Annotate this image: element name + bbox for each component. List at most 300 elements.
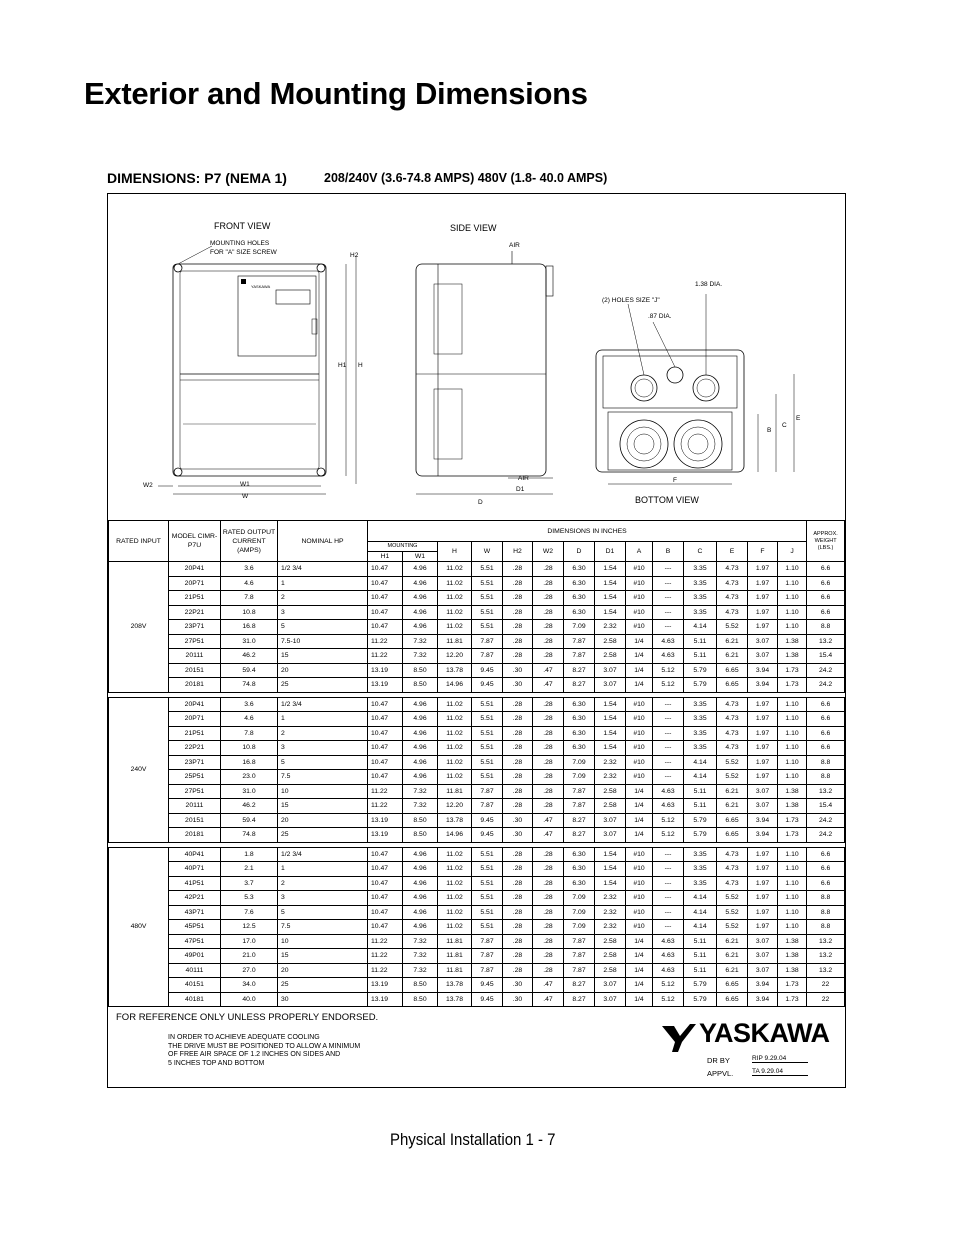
table-cell: 5.3 <box>221 891 278 906</box>
table-cell: 1.38 <box>778 963 807 978</box>
table-cell: .28 <box>533 876 564 891</box>
brand-logo-text: YASKAWA <box>699 1018 830 1048</box>
table-cell: 1.10 <box>778 562 807 577</box>
table-cell: --- <box>653 576 684 591</box>
dia-87-label: .87 DIA. <box>648 313 672 320</box>
table-cell: 24.2 <box>807 663 845 678</box>
table-cell: .30 <box>503 813 533 828</box>
table-cell: 7.8 <box>221 591 278 606</box>
table-cell: 8.50 <box>403 992 438 1007</box>
table-cell: .28 <box>533 726 564 741</box>
w-label: W <box>242 493 249 500</box>
table-cell: 4.73 <box>717 876 748 891</box>
table-cell: 1/4 <box>626 799 653 814</box>
table-cell: 3 <box>278 891 368 906</box>
e-label: E <box>796 415 801 422</box>
table-cell: 13.78 <box>438 992 472 1007</box>
table-cell: 22 <box>807 978 845 993</box>
table-cell: 5.12 <box>653 828 684 843</box>
table-cell: 10.8 <box>221 605 278 620</box>
table-cell: 1.73 <box>778 978 807 993</box>
table-cell: 4.6 <box>221 576 278 591</box>
table-cell: 4.63 <box>653 963 684 978</box>
table-cell: .28 <box>503 562 533 577</box>
table-cell: 4.14 <box>684 620 717 635</box>
table-cell: 7.09 <box>564 620 595 635</box>
table-cell: 1.54 <box>595 605 626 620</box>
table-cell: .28 <box>533 576 564 591</box>
table-cell: 5.79 <box>684 678 717 693</box>
table-cell: 7.32 <box>403 634 438 649</box>
table-cell: 5.11 <box>684 634 717 649</box>
table-cell: --- <box>653 905 684 920</box>
table-cell: --- <box>653 562 684 577</box>
table-cell: 10.47 <box>368 920 403 935</box>
table-cell: 1.97 <box>748 605 778 620</box>
table-cell: .28 <box>533 862 564 877</box>
table-cell: 6.65 <box>717 663 748 678</box>
table-cell: 24.2 <box>807 828 845 843</box>
h-label: H <box>358 362 363 369</box>
table-cell: 5.51 <box>472 876 503 891</box>
dr-by-label: DR BY <box>707 1056 730 1065</box>
table-cell: 1.97 <box>748 726 778 741</box>
table-cell: 7.87 <box>472 934 503 949</box>
table-cell: 20 <box>278 663 368 678</box>
table-cell: 3.94 <box>748 663 778 678</box>
reference-note: FOR REFERENCE ONLY UNLESS PROPERLY ENDORSED. <box>116 1012 379 1023</box>
table-cell: .28 <box>503 920 533 935</box>
table-cell: 6.6 <box>807 847 845 862</box>
table-cell: 3.35 <box>684 741 717 756</box>
table-cell: 8.50 <box>403 828 438 843</box>
table-cell: 20111 <box>169 649 221 664</box>
table-cell: 11.22 <box>368 784 403 799</box>
table-cell: 11.22 <box>368 934 403 949</box>
table-cell: 4.73 <box>717 847 748 862</box>
table-cell: 5.79 <box>684 813 717 828</box>
table-cell: 1.97 <box>748 770 778 785</box>
table-cell: 11.22 <box>368 963 403 978</box>
table-cell: 3 <box>278 741 368 756</box>
table-cell: 1/4 <box>626 634 653 649</box>
table-cell: 2.58 <box>595 963 626 978</box>
table-cell: #10 <box>626 755 653 770</box>
table-cell: 7.87 <box>564 784 595 799</box>
table-cell: 4.96 <box>403 862 438 877</box>
table-cell: 7.32 <box>403 784 438 799</box>
table-cell: 7.87 <box>472 949 503 964</box>
table-cell: 40P41 <box>169 847 221 862</box>
header-a: A <box>626 542 653 562</box>
table-cell: 6.65 <box>717 678 748 693</box>
table-cell: 5.51 <box>472 741 503 756</box>
table-cell: 3.07 <box>748 934 778 949</box>
cooling-line: 5 INCHES TOP AND BOTTOM <box>168 1059 265 1067</box>
table-cell: 22 <box>807 992 845 1007</box>
table-cell: 4.96 <box>403 591 438 606</box>
holes-j-label: (2) HOLES SIZE "J" <box>602 297 660 304</box>
table-cell: 20151 <box>169 663 221 678</box>
table-cell: 27P51 <box>169 634 221 649</box>
f-label: F <box>673 477 677 484</box>
table-cell: 6.30 <box>564 847 595 862</box>
page-title: Exterior and Mounting Dimensions <box>84 76 588 111</box>
table-cell: 3.6 <box>221 562 278 577</box>
table-cell: 7.32 <box>403 649 438 664</box>
table-cell: .28 <box>533 799 564 814</box>
rated-input-cell: 240V <box>109 697 169 842</box>
table-cell: 4.6 <box>221 712 278 727</box>
table-cell: 7.87 <box>472 799 503 814</box>
table-cell: 13.19 <box>368 992 403 1007</box>
table-cell: 5.11 <box>684 934 717 949</box>
table-cell: .28 <box>503 634 533 649</box>
table-cell: 4.14 <box>684 755 717 770</box>
table-cell: 13.78 <box>438 663 472 678</box>
table-cell: 7.87 <box>564 799 595 814</box>
table-cell: --- <box>653 712 684 727</box>
table-cell: 7.09 <box>564 770 595 785</box>
table-cell: #10 <box>626 712 653 727</box>
table-cell: 40.0 <box>221 992 278 1007</box>
table-cell: 4.96 <box>403 741 438 756</box>
table-cell: #10 <box>626 562 653 577</box>
table-cell: 7.5 <box>278 770 368 785</box>
table-cell: 3.07 <box>595 828 626 843</box>
table-row <box>109 562 845 577</box>
table-cell: 74.8 <box>221 678 278 693</box>
header-rated-output: RATED OUTPUT CURRENT (AMPS) <box>221 521 278 562</box>
table-cell: 16.8 <box>221 620 278 635</box>
table-cell: 1.97 <box>748 712 778 727</box>
table-cell: 1.97 <box>748 862 778 877</box>
table-cell: 5.79 <box>684 828 717 843</box>
table-cell: 10.47 <box>368 741 403 756</box>
table-cell: 1.38 <box>778 649 807 664</box>
table-cell: 27.0 <box>221 963 278 978</box>
table-cell: .28 <box>533 591 564 606</box>
table-cell: 25 <box>278 678 368 693</box>
table-cell: 6.30 <box>564 562 595 577</box>
table-cell: 1.54 <box>595 591 626 606</box>
table-cell: .28 <box>533 949 564 964</box>
table-cell: 21P51 <box>169 591 221 606</box>
table-cell: #10 <box>626 905 653 920</box>
table-cell: 1.38 <box>778 949 807 964</box>
table-cell: 8.8 <box>807 755 845 770</box>
front-logo-mark <box>241 279 246 284</box>
table-cell: 4.14 <box>684 770 717 785</box>
table-cell: #10 <box>626 770 653 785</box>
table-cell: 43P71 <box>169 905 221 920</box>
table-row <box>109 920 845 935</box>
table-cell: 21P51 <box>169 726 221 741</box>
table-cell: 10.47 <box>368 876 403 891</box>
table-cell: 1 <box>278 862 368 877</box>
dimensions-table-body <box>109 562 845 1007</box>
table-cell: 3.35 <box>684 591 717 606</box>
table-cell: #10 <box>626 876 653 891</box>
drawing-frame <box>107 193 846 1088</box>
table-cell: 8.27 <box>564 828 595 843</box>
header-h1: H1 <box>368 552 403 562</box>
table-cell: 6.6 <box>807 605 845 620</box>
table-cell: 1.73 <box>778 678 807 693</box>
table-cell: 5.51 <box>472 920 503 935</box>
table-cell: 5.51 <box>472 620 503 635</box>
table-cell: 1.54 <box>595 712 626 727</box>
table-cell: .30 <box>503 663 533 678</box>
table-cell: 3.07 <box>748 649 778 664</box>
cooling-line: IN ORDER TO ACHIEVE ADEQUATE COOLING <box>168 1034 320 1041</box>
table-cell: 2.58 <box>595 799 626 814</box>
table-cell: 1.54 <box>595 741 626 756</box>
table-cell: 31.0 <box>221 634 278 649</box>
table-cell: 7.09 <box>564 891 595 906</box>
table-cell: 3.07 <box>748 634 778 649</box>
table-cell: --- <box>653 920 684 935</box>
table-cell: 15 <box>278 949 368 964</box>
table-cell: 3.6 <box>221 697 278 712</box>
table-cell: 5.52 <box>717 905 748 920</box>
table-row <box>109 799 845 814</box>
table-cell: 5 <box>278 905 368 920</box>
table-cell: --- <box>653 741 684 756</box>
table-cell: 14.96 <box>438 678 472 693</box>
table-cell: 6.6 <box>807 726 845 741</box>
table-cell: 4.14 <box>684 905 717 920</box>
front-view-label: FRONT VIEW <box>214 221 271 231</box>
table-cell: 13.19 <box>368 978 403 993</box>
table-cell: 40181 <box>169 992 221 1007</box>
table-cell: 8.27 <box>564 678 595 693</box>
table-cell: 1.10 <box>778 847 807 862</box>
table-cell: .28 <box>503 949 533 964</box>
table-cell: .28 <box>503 712 533 727</box>
h1-label: H1 <box>338 362 347 369</box>
header-d1: D1 <box>595 542 626 562</box>
table-cell: 7.09 <box>564 905 595 920</box>
table-cell: 4.96 <box>403 605 438 620</box>
table-cell: --- <box>653 697 684 712</box>
table-cell: 2 <box>278 726 368 741</box>
table-cell: 1/4 <box>626 678 653 693</box>
table-cell: 5.51 <box>472 712 503 727</box>
table-cell: 1.10 <box>778 712 807 727</box>
table-cell: #10 <box>626 605 653 620</box>
table-cell: 6.30 <box>564 862 595 877</box>
table-cell: 1.10 <box>778 862 807 877</box>
dr-by-value: RIP 9.29.04 <box>752 1055 808 1063</box>
table-row <box>109 605 845 620</box>
table-cell: 11.02 <box>438 770 472 785</box>
header-h: H <box>438 542 472 562</box>
table-cell: 1.97 <box>748 741 778 756</box>
table-cell: 4.96 <box>403 876 438 891</box>
table-cell: 1.97 <box>748 697 778 712</box>
table-cell: #10 <box>626 620 653 635</box>
table-cell: 5.11 <box>684 649 717 664</box>
table-cell: 11.22 <box>368 649 403 664</box>
table-cell: #10 <box>626 847 653 862</box>
table-cell: .28 <box>503 726 533 741</box>
table-cell: 1.38 <box>778 799 807 814</box>
table-cell: .28 <box>533 712 564 727</box>
table-row <box>109 847 845 862</box>
table-cell: --- <box>653 847 684 862</box>
table-cell: 4.96 <box>403 620 438 635</box>
table-cell: .47 <box>533 978 564 993</box>
table-cell: 5.52 <box>717 920 748 935</box>
table-cell: 4.96 <box>403 847 438 862</box>
table-cell: 1.38 <box>778 784 807 799</box>
table-cell: 4.73 <box>717 741 748 756</box>
header-nominal-hp: NOMINAL HP <box>278 521 368 562</box>
table-cell: 2.32 <box>595 755 626 770</box>
table-cell: 11.22 <box>368 949 403 964</box>
table-cell: 1.97 <box>748 891 778 906</box>
table-cell: 8.27 <box>564 992 595 1007</box>
table-cell: #10 <box>626 891 653 906</box>
d-label: D <box>478 499 483 506</box>
table-cell: 10.47 <box>368 712 403 727</box>
table-cell: 1.97 <box>748 591 778 606</box>
table-cell: 9.45 <box>472 663 503 678</box>
table-cell: .30 <box>503 678 533 693</box>
table-cell: 1.10 <box>778 891 807 906</box>
table-cell: 1.73 <box>778 828 807 843</box>
table-cell: 1.73 <box>778 813 807 828</box>
d1-label: D1 <box>516 486 525 493</box>
table-cell: --- <box>653 620 684 635</box>
table-cell: 6.21 <box>717 799 748 814</box>
table-cell: 1/4 <box>626 963 653 978</box>
table-cell: 1.73 <box>778 992 807 1007</box>
table-cell: 10.8 <box>221 741 278 756</box>
table-cell: 1.10 <box>778 741 807 756</box>
table-cell: 3.07 <box>748 963 778 978</box>
table-cell: 1.10 <box>778 905 807 920</box>
table-row <box>109 678 845 693</box>
table-cell: 5.51 <box>472 605 503 620</box>
table-cell: .47 <box>533 663 564 678</box>
table-cell: 3.7 <box>221 876 278 891</box>
table-cell: --- <box>653 755 684 770</box>
table-cell: 10.47 <box>368 591 403 606</box>
table-cell: 12.5 <box>221 920 278 935</box>
table-cell: #10 <box>626 697 653 712</box>
table-cell: 13.19 <box>368 678 403 693</box>
table-cell: .30 <box>503 828 533 843</box>
table-cell: 7.87 <box>564 963 595 978</box>
table-cell: 1/4 <box>626 934 653 949</box>
table-cell: 4.96 <box>403 891 438 906</box>
header-w1: W1 <box>403 552 438 562</box>
table-cell: 4.73 <box>717 591 748 606</box>
table-row <box>109 726 845 741</box>
table-cell: 3.35 <box>684 876 717 891</box>
table-cell: 6.30 <box>564 741 595 756</box>
cooling-line: OF FREE AIR SPACE OF 1.2 INCHES ON SIDES AND <box>168 1051 341 1058</box>
table-cell: 6.30 <box>564 576 595 591</box>
table-cell: 13.19 <box>368 828 403 843</box>
table-cell: 20111 <box>169 799 221 814</box>
table-cell: 4.73 <box>717 576 748 591</box>
table-row <box>109 784 845 799</box>
table-cell: 20181 <box>169 678 221 693</box>
table-cell: 20181 <box>169 828 221 843</box>
table-cell: #10 <box>626 726 653 741</box>
table-cell: 8.8 <box>807 905 845 920</box>
table-cell: #10 <box>626 576 653 591</box>
table-cell: 1.10 <box>778 770 807 785</box>
table-cell: 9.45 <box>472 978 503 993</box>
table-cell: 40151 <box>169 978 221 993</box>
header-e: E <box>717 542 748 562</box>
table-cell: 4.73 <box>717 605 748 620</box>
table-cell: 47P51 <box>169 934 221 949</box>
table-cell: 10.47 <box>368 905 403 920</box>
table-cell: 40P71 <box>169 862 221 877</box>
table-cell: 5.51 <box>472 726 503 741</box>
table-cell: 10.47 <box>368 847 403 862</box>
dia-138-label: 1.38 DIA. <box>695 281 723 288</box>
table-cell: 6.30 <box>564 712 595 727</box>
table-cell: 6.6 <box>807 862 845 877</box>
table-cell: 5.51 <box>472 891 503 906</box>
table-cell: 11.02 <box>438 726 472 741</box>
table-cell: 14.96 <box>438 828 472 843</box>
table-cell: 13.78 <box>438 813 472 828</box>
table-cell: 4.96 <box>403 712 438 727</box>
table-cell: 11.02 <box>438 620 472 635</box>
table-cell: 1.97 <box>748 905 778 920</box>
table-cell: 6.21 <box>717 784 748 799</box>
table-cell: 11.81 <box>438 634 472 649</box>
table-row <box>109 934 845 949</box>
table-cell: 1.97 <box>748 755 778 770</box>
cooling-line: THE DRIVE MUST BE POSITIONED TO ALLOW A MINIMUM <box>168 1042 361 1050</box>
table-cell: 5.51 <box>472 591 503 606</box>
table-cell: .28 <box>503 891 533 906</box>
table-cell: .30 <box>503 978 533 993</box>
table-cell: 20 <box>278 813 368 828</box>
table-cell: 1/4 <box>626 978 653 993</box>
front-brand-text: YASKAWA <box>251 284 271 289</box>
bottom-view-drawing <box>596 294 794 484</box>
table-cell: 21.0 <box>221 949 278 964</box>
table-cell: --- <box>653 605 684 620</box>
table-cell: 7.32 <box>403 934 438 949</box>
table-cell: 11.22 <box>368 634 403 649</box>
table-cell: --- <box>653 862 684 877</box>
table-cell: 1 <box>278 576 368 591</box>
table-cell: 6.6 <box>807 741 845 756</box>
voltage-range-subheading: 208/240V (3.6-74.8 AMPS) 480V (1.8- 40.0 AMPS) <box>324 171 608 185</box>
table-cell: --- <box>653 726 684 741</box>
table-cell: 3.35 <box>684 862 717 877</box>
table-cell: 1/4 <box>626 992 653 1007</box>
table-cell: 7.87 <box>564 934 595 949</box>
table-cell: 11.81 <box>438 784 472 799</box>
appvl-value: TA 9.29.04 <box>752 1068 808 1076</box>
table-cell: 3.35 <box>684 697 717 712</box>
table-row <box>109 862 845 877</box>
table-row <box>109 576 845 591</box>
table-cell: 13.2 <box>807 784 845 799</box>
table-cell: 3.35 <box>684 847 717 862</box>
